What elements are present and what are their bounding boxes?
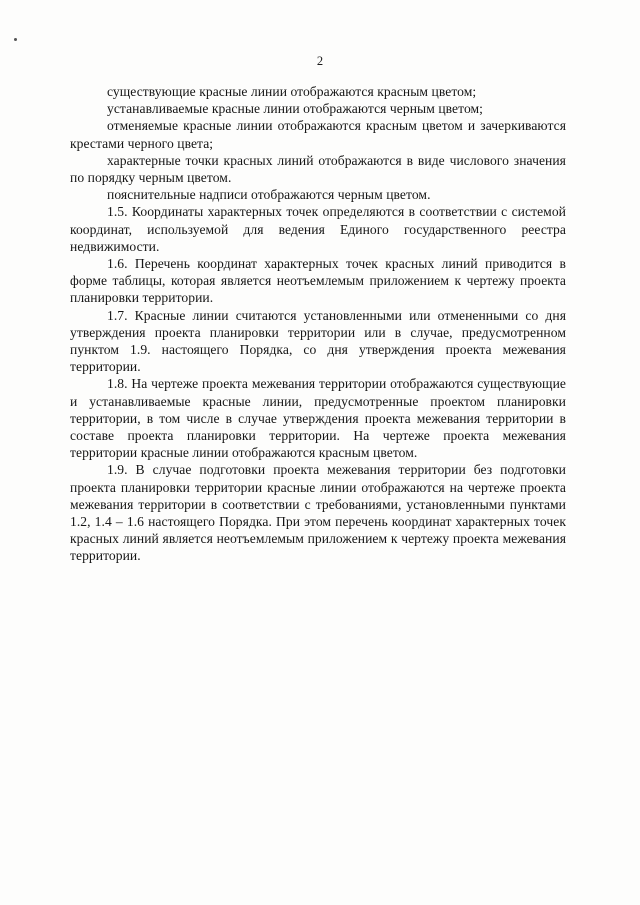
paragraph-explanatory-labels: пояснительные надписи отображаются черным цветом. (107, 187, 431, 203)
paragraph-established-lines: устанавливаемые красные линии отображаются черным цветом; (107, 101, 484, 117)
paragraph-cancelled-lines: отменяемые красные линии отображаются красным цветом и зачеркиваются крестами черного цвета; (70, 118, 566, 151)
paragraph-1-7: 1.7. Красные линии считаются установленными или отмененными со дня утверждения проекта планировки территории или в случае, предусмотренном пунктом 1.9. настоящего Порядка, со дня утверждения проекта межевания территории. (70, 307, 566, 375)
paragraph-existing-lines: существующие красные линии отображаются красным цветом; (107, 84, 477, 99)
scan-speck-mark (14, 38, 17, 41)
paragraph-1-5: 1.5. Координаты характерных точек определяются в соответствии с системой координат, используемой для ведения Единого государственного реестра недвижимости. (70, 204, 566, 254)
page-number: 2 (316, 54, 324, 68)
paragraph-1-9: 1.9. В случае подготовки проекта межевания территории без подготовки проекта планировки территории красные линии отображаются на чертеже проекта межевания территории в соответствии с требованиями, установленными пунктами 1.2, 1.4 – 1.6 настоящего Порядка. При этом перечень координат характерных точек красных линий является неотъемлемым приложением к чертежу проекта межевания территории. (70, 462, 566, 564)
document-body (70, 83, 566, 565)
paragraph-characteristic-points: характерные точки красных линий отображаются в виде числового значения по порядку черным цветом. (70, 152, 566, 186)
paragraph-1-6: 1.6. Перечень координат характерных точек красных линий приводится в форме таблицы, которая является неотъемлемым приложением к чертежу проекта планировки территории. (70, 256, 566, 306)
paragraph-1-8: 1.8. На чертеже проекта межевания территории отображаются существующие и устанавливаемые красные линии, предусмотренные проектом планировки территории, в том числе в случае утверждения проекта межевания территории в составе проекта планировки территории. На чертеже проекта межевания территории красные линии отображаются красным цветом. (70, 376, 566, 461)
